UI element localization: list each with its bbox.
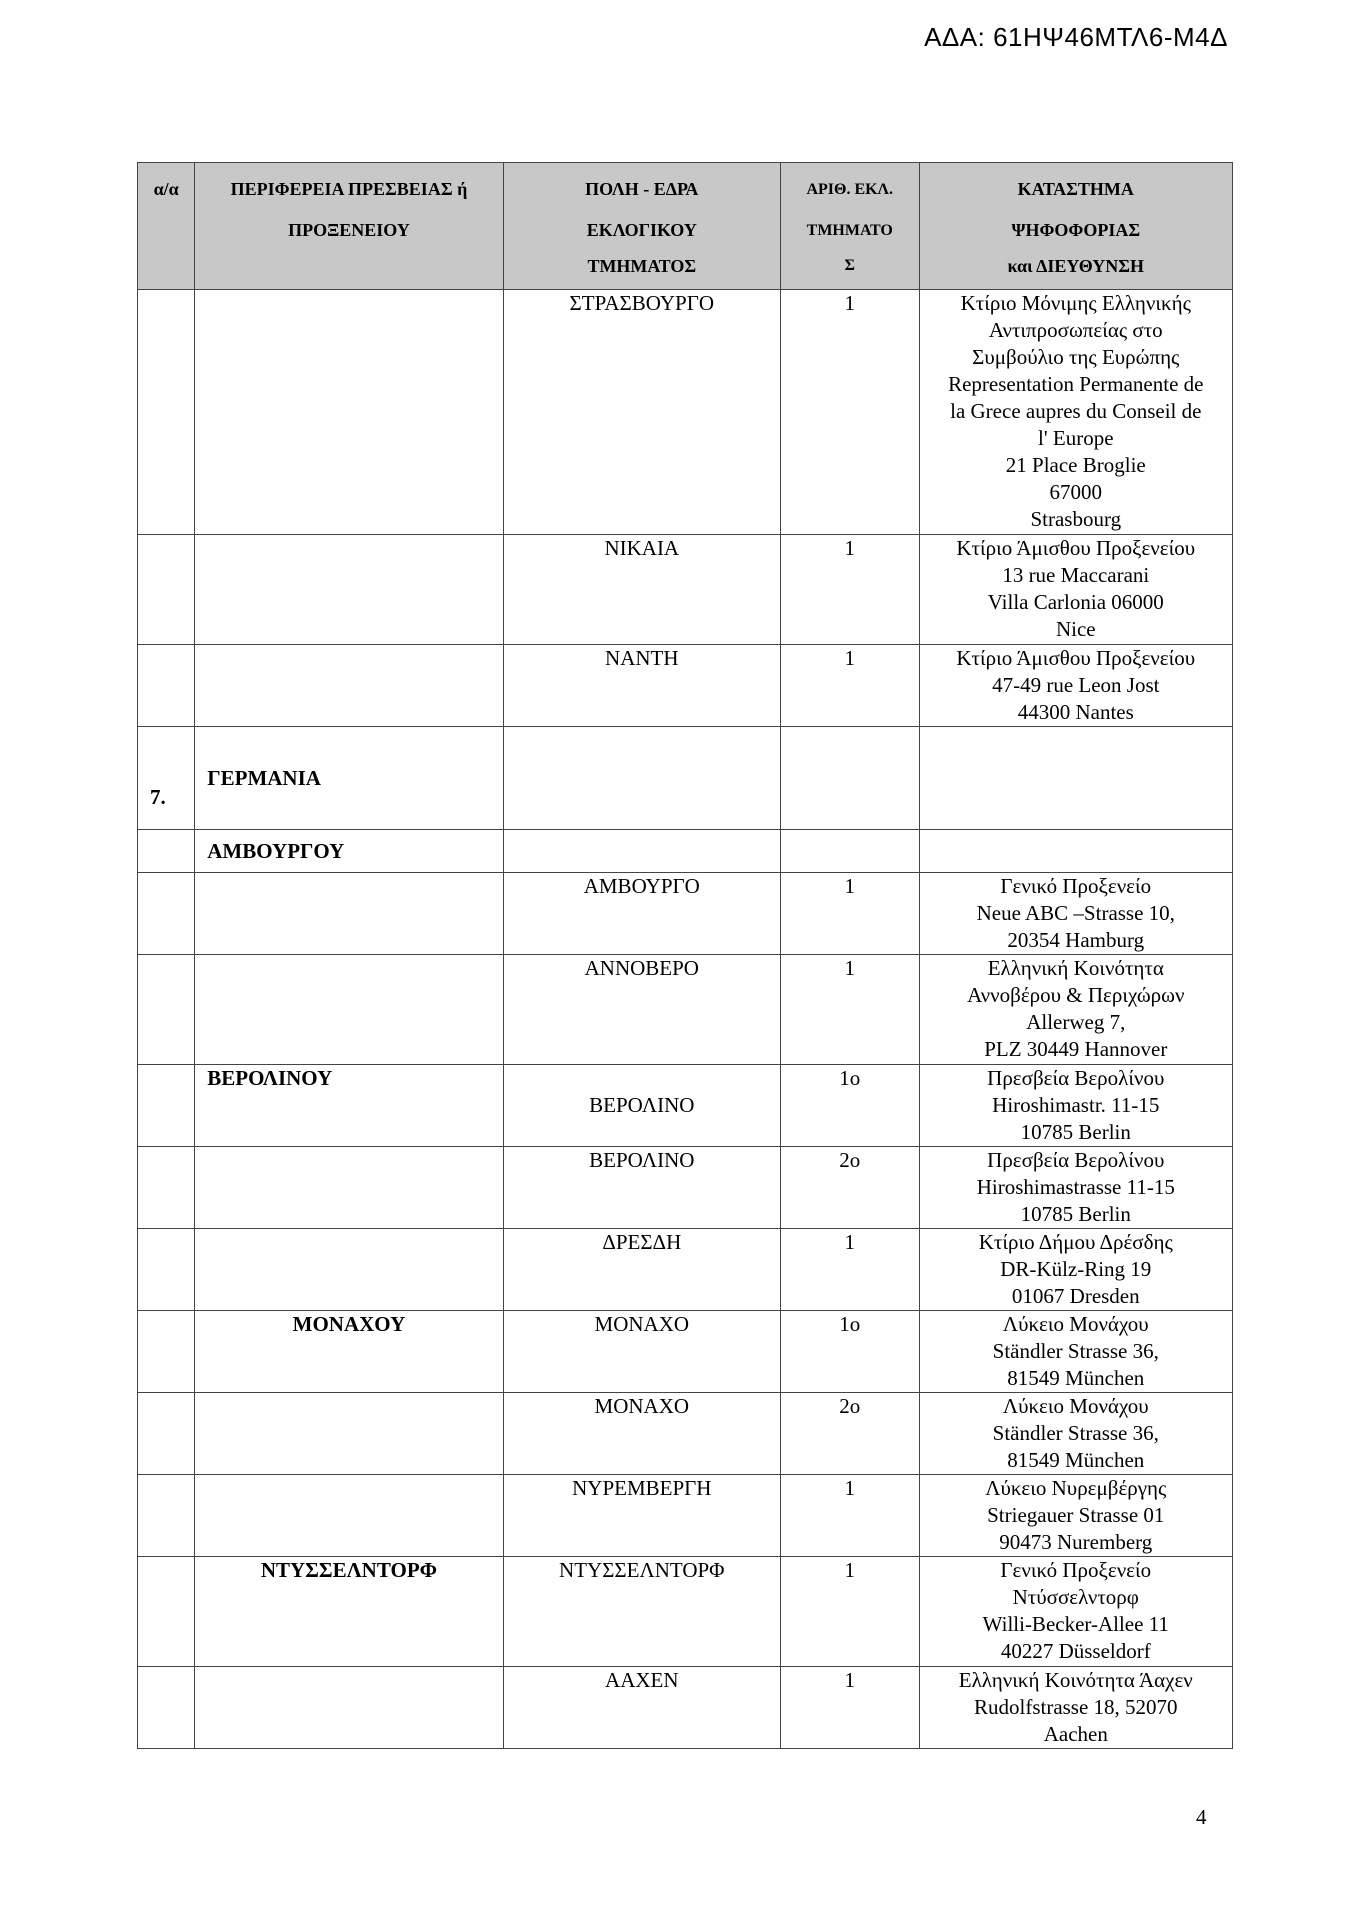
header-region: ΠΕΡΙΦΕΡΕΙΑ ΠΡΕΣΒΕΙΑΣ ή ΠΡΟΞΕΝΕΙΟΥ [195, 163, 503, 290]
row-city: ΒΕΡΟΛΙΝΟ [503, 1147, 780, 1229]
row-address: Κτίριο Μόνιμης Ελληνικής Αντιπροσωπείας στο Συμβούλιο της Ευρώπης Representation Permanente de la Grece aupres du Conseil de l' Europe 21 Place Broglie 67000 Strasbourg [919, 290, 1232, 535]
region-heading: ΜΟΝΑΧΟΥ [195, 1311, 503, 1393]
row-city: ΝΑΝΤΗ [503, 645, 780, 727]
row-address: Γενικό Προξενείο Ντύσσελντορφ Willi-Becker-Allee 11 40227 Düsseldorf [919, 1557, 1232, 1667]
row-number: 1 [780, 873, 919, 955]
row-region [195, 290, 503, 535]
row-aa [138, 290, 195, 535]
row-number: 1 [780, 645, 919, 727]
row-address: Κτίριο Άμισθου Προξενείου 13 rue Maccarani Villa Carlonia 06000 Nice [919, 535, 1232, 645]
table-row [138, 873, 1233, 955]
row-address: Λύκειο Μονάχου Ständler Strasse 36, 81549 München [919, 1311, 1232, 1393]
row-number: 1ο [780, 1065, 919, 1147]
country-heading: ΓΕΡΜΑΝΙΑ [195, 727, 503, 830]
region-heading: ΒΕΡΟΛΙΝΟΥ [195, 1065, 503, 1147]
row-city: ΒΕΡΟΛΙΝΟ [503, 1065, 780, 1147]
table-row [138, 645, 1233, 727]
table-row [138, 1065, 1233, 1147]
row-number: 1 [780, 290, 919, 535]
row-number: 1 [780, 1475, 919, 1557]
row-city: ΝΥΡΕΜΒΕΡΓΗ [503, 1475, 780, 1557]
table-row [138, 1393, 1233, 1475]
row-city: ΜΟΝΑΧΟ [503, 1393, 780, 1475]
ada-code: ΑΔΑ: 61ΗΨ46ΜΤΛ6-Μ4Δ [924, 22, 1228, 52]
row-city: ΝΙΚΑΙΑ [503, 535, 780, 645]
table-row [138, 1557, 1233, 1667]
table-row [138, 290, 1233, 535]
page-number: 4 [1196, 1805, 1207, 1829]
table-row [138, 1311, 1233, 1393]
header-city: ΠΟΛΗ - ΕΔΡΑ ΕΚΛΟΓΙΚΟΥ ΤΜΗΜΑΤΟΣ [503, 163, 780, 290]
row-number: 2ο [780, 1147, 919, 1229]
row-number: 1 [780, 535, 919, 645]
table-row [138, 1229, 1233, 1311]
row-address: Πρεσβεία Βερολίνου Hiroshimastrasse 11-15 10785 Berlin [919, 1147, 1232, 1229]
table-row [138, 1475, 1233, 1557]
row-city: ΜΟΝΑΧΟ [503, 1311, 780, 1393]
row-address: Ελληνική Κοινότητα Αννοβέρου & Περιχώρων Allerweg 7, PLZ 30449 Hannover [919, 955, 1232, 1065]
row-city: ΣΤΡΑΣΒΟΥΡΓΟ [503, 290, 780, 535]
header-aa: α/α [138, 163, 195, 290]
row-address: Κτίριο Δήμου Δρέσδης DR-Külz-Ring 19 01067 Dresden [919, 1229, 1232, 1311]
row-city: ΑΜΒΟΥΡΓΟ [503, 873, 780, 955]
table-header-row [138, 163, 1233, 290]
row-city: ΝΤΥΣΣΕΛΝΤΟΡΦ [503, 1557, 780, 1667]
table-row [138, 955, 1233, 1065]
row-address: Λύκειο Νυρεμβέργης Striegauer Strasse 01 90473 Nuremberg [919, 1475, 1232, 1557]
table-row [138, 535, 1233, 645]
row-address: Ελληνική Κοινότητα Άαχεν Rudolfstrasse 18, 52070 Aachen [919, 1667, 1232, 1749]
header-station-number: ΑΡΙΘ. ΕΚΛ. ΤΜΗΜΑΤΟ Σ [780, 163, 919, 290]
row-address: Πρεσβεία Βερολίνου Hiroshimastr. 11-15 10785 Berlin [919, 1065, 1232, 1147]
row-address: Γενικό Προξενείο Neue ABC –Strasse 10, 20354 Hamburg [919, 873, 1232, 955]
row-number: 2ο [780, 1393, 919, 1475]
row-number: 1 [780, 1229, 919, 1311]
header-polling-place: ΚΑΤΑΣΤΗΜΑ ΨΗΦΟΦΟΡΙΑΣ και ΔΙΕΥΘΥΝΣΗ [919, 163, 1232, 290]
row-number: 1ο [780, 1311, 919, 1393]
row-number: 1 [780, 1557, 919, 1667]
region-heading: ΝΤΥΣΣΕΛΝΤΟΡΦ [195, 1557, 503, 1667]
row-number: 1 [780, 955, 919, 1065]
row-number: 1 [780, 1667, 919, 1749]
row-aa: 7. [138, 727, 195, 830]
row-address: Λύκειο Μονάχου Ständler Strasse 36, 81549 München [919, 1393, 1232, 1475]
region-heading: ΑΜΒΟΥΡΓΟΥ [195, 830, 503, 873]
row-city: ΑΝΝΟΒΕΡΟ [503, 955, 780, 1065]
row-city: ΔΡΕΣΔΗ [503, 1229, 780, 1311]
polling-stations-table [137, 162, 1233, 1749]
table-row-region [138, 830, 1233, 873]
table-row-country [138, 727, 1233, 830]
row-address: Κτίριο Άμισθου Προξενείου 47-49 rue Leon Jost 44300 Nantes [919, 645, 1232, 727]
table-row [138, 1667, 1233, 1749]
table-row [138, 1147, 1233, 1229]
row-city: ΑΑΧΕΝ [503, 1667, 780, 1749]
